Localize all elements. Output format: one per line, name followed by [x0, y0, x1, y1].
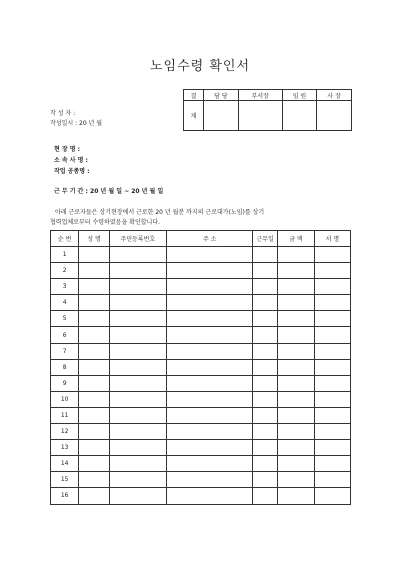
row-amount-cell[interactable] — [277, 327, 314, 343]
row-address-cell[interactable] — [166, 279, 252, 295]
row-work-days-cell[interactable] — [253, 440, 277, 456]
row-amount-cell[interactable] — [277, 343, 314, 359]
row-signature-cell[interactable] — [314, 440, 350, 456]
row-signature-cell[interactable] — [314, 424, 350, 440]
header-signature: 서 명 — [314, 231, 350, 247]
author-label: 작 성 자 : — [50, 110, 76, 117]
approval-side-label-bottom: 재 — [184, 101, 204, 131]
work-period-field: 근 무 기 간 : 20 년 월 일 ~ 20 년 월 일 — [54, 188, 164, 195]
row-amount-cell[interactable] — [277, 247, 314, 263]
row-name-cell[interactable] — [79, 311, 109, 327]
header-seq: 순 번 — [51, 231, 79, 247]
row-resident-id-cell[interactable] — [109, 424, 166, 440]
row-amount-cell[interactable] — [277, 263, 314, 279]
row-resident-id-cell[interactable] — [109, 375, 166, 391]
row-seq: 6 — [51, 327, 79, 343]
row-name-cell[interactable] — [79, 456, 109, 472]
row-name-cell[interactable] — [79, 488, 109, 504]
row-seq: 16 — [51, 488, 79, 504]
row-address-cell[interactable] — [166, 391, 252, 407]
row-name-cell[interactable] — [79, 263, 109, 279]
row-name-cell[interactable] — [79, 424, 109, 440]
row-amount-cell[interactable] — [277, 456, 314, 472]
row-resident-id-cell[interactable] — [109, 391, 166, 407]
row-work-days-cell[interactable] — [253, 327, 277, 343]
row-address-cell[interactable] — [166, 407, 252, 423]
row-name-cell[interactable] — [79, 440, 109, 456]
row-work-days-cell[interactable] — [253, 424, 277, 440]
row-seq: 15 — [51, 472, 79, 488]
row-signature-cell[interactable] — [314, 456, 350, 472]
approval-sign-manager[interactable] — [204, 101, 239, 131]
row-seq: 1 — [51, 247, 79, 263]
table-row — [51, 279, 351, 295]
row-address-cell[interactable] — [166, 359, 252, 375]
row-amount-cell[interactable] — [277, 407, 314, 423]
row-name-cell[interactable] — [79, 391, 109, 407]
table-row — [51, 407, 351, 423]
header-work-days: 근무일 — [253, 231, 277, 247]
row-work-days-cell[interactable] — [253, 247, 277, 263]
approval-col-president: 사 장 — [317, 90, 352, 101]
row-amount-cell[interactable] — [277, 391, 314, 407]
row-work-days-cell[interactable] — [253, 375, 277, 391]
row-address-cell[interactable] — [166, 247, 252, 263]
row-work-days-cell[interactable] — [253, 359, 277, 375]
approval-sign-president[interactable] — [317, 101, 352, 131]
row-name-cell[interactable] — [79, 343, 109, 359]
row-seq: 2 — [51, 263, 79, 279]
row-seq: 7 — [51, 343, 79, 359]
row-work-days-cell[interactable] — [253, 407, 277, 423]
row-work-days-cell[interactable] — [253, 472, 277, 488]
row-signature-cell[interactable] — [314, 488, 350, 504]
row-signature-cell[interactable] — [314, 391, 350, 407]
row-amount-cell[interactable] — [277, 440, 314, 456]
row-resident-id-cell[interactable] — [109, 327, 166, 343]
table-row — [51, 456, 351, 472]
row-amount-cell[interactable] — [277, 279, 314, 295]
company-name-field: 소 속 사 명 : — [54, 157, 88, 164]
row-signature-cell[interactable] — [314, 359, 350, 375]
row-name-cell[interactable] — [79, 295, 109, 311]
row-address-cell[interactable] — [166, 488, 252, 504]
row-work-days-cell[interactable] — [253, 391, 277, 407]
row-resident-id-cell[interactable] — [109, 359, 166, 375]
row-signature-cell[interactable] — [314, 263, 350, 279]
wage-receipt-table — [50, 230, 351, 505]
header-resident-id: 주민등록번호 — [109, 231, 166, 247]
approval-sign-dept-head[interactable] — [238, 101, 282, 131]
row-resident-id-cell[interactable] — [109, 247, 166, 263]
row-seq: 9 — [51, 375, 79, 391]
row-amount-cell[interactable] — [277, 488, 314, 504]
date-label: 작성일시 : 20 년 월 — [50, 120, 103, 127]
table-row — [51, 375, 351, 391]
row-name-cell[interactable] — [79, 375, 109, 391]
row-work-days-cell[interactable] — [253, 311, 277, 327]
row-resident-id-cell[interactable] — [109, 472, 166, 488]
row-signature-cell[interactable] — [314, 295, 350, 311]
row-address-cell[interactable] — [166, 424, 252, 440]
row-name-cell[interactable] — [79, 247, 109, 263]
table-row — [51, 440, 351, 456]
row-seq: 13 — [51, 440, 79, 456]
approval-col-manager: 담 당 — [204, 90, 239, 101]
approval-side-label-top: 결 — [184, 90, 204, 101]
row-work-days-cell[interactable] — [253, 279, 277, 295]
table-row — [51, 295, 351, 311]
row-resident-id-cell[interactable] — [109, 456, 166, 472]
row-resident-id-cell[interactable] — [109, 343, 166, 359]
table-row — [51, 488, 351, 504]
row-signature-cell[interactable] — [314, 343, 350, 359]
table-row — [51, 472, 351, 488]
row-signature-cell[interactable] — [314, 375, 350, 391]
row-amount-cell[interactable] — [277, 424, 314, 440]
row-seq: 4 — [51, 295, 79, 311]
row-address-cell[interactable] — [166, 263, 252, 279]
header-address: 주 소 — [166, 231, 252, 247]
table-row — [51, 247, 351, 263]
table-row — [51, 424, 351, 440]
table-row — [51, 327, 351, 343]
row-amount-cell[interactable] — [277, 295, 314, 311]
work-type-field: 작업 공종명 : — [54, 168, 90, 175]
row-work-days-cell[interactable] — [253, 343, 277, 359]
approval-col-executive: 임 원 — [282, 90, 317, 101]
table-row — [51, 343, 351, 359]
row-resident-id-cell[interactable] — [109, 440, 166, 456]
row-address-cell[interactable] — [166, 440, 252, 456]
row-resident-id-cell[interactable] — [109, 279, 166, 295]
table-row — [51, 391, 351, 407]
statement-line-1: 아래 근로자들은 상기현장에서 근로한 20 년 월분 까지의 근로대가(노임)를 상기 — [55, 209, 265, 216]
row-resident-id-cell[interactable] — [109, 407, 166, 423]
approval-box — [183, 89, 352, 131]
row-work-days-cell[interactable] — [253, 456, 277, 472]
row-seq: 10 — [51, 391, 79, 407]
row-resident-id-cell[interactable] — [109, 295, 166, 311]
row-seq: 11 — [51, 407, 79, 423]
row-address-cell[interactable] — [166, 343, 252, 359]
row-signature-cell[interactable] — [314, 279, 350, 295]
row-address-cell[interactable] — [166, 311, 252, 327]
row-name-cell[interactable] — [79, 279, 109, 295]
header-amount: 금 액 — [277, 231, 314, 247]
approval-col-dept-head: 부서장 — [238, 90, 282, 101]
row-name-cell[interactable] — [79, 359, 109, 375]
table-row — [51, 311, 351, 327]
row-seq: 3 — [51, 279, 79, 295]
row-amount-cell[interactable] — [277, 375, 314, 391]
row-work-days-cell[interactable] — [253, 263, 277, 279]
row-address-cell[interactable] — [166, 327, 252, 343]
table-row — [51, 263, 351, 279]
row-amount-cell[interactable] — [277, 311, 314, 327]
row-name-cell[interactable] — [79, 472, 109, 488]
row-address-cell[interactable] — [166, 472, 252, 488]
row-address-cell[interactable] — [166, 456, 252, 472]
statement-line-2: 협력업체로부터 수령하였음을 확인합니다. — [50, 219, 161, 226]
row-address-cell[interactable] — [166, 295, 252, 311]
row-work-days-cell[interactable] — [253, 295, 277, 311]
row-name-cell[interactable] — [79, 327, 109, 343]
row-signature-cell[interactable] — [314, 327, 350, 343]
row-seq: 8 — [51, 359, 79, 375]
row-name-cell[interactable] — [79, 407, 109, 423]
row-resident-id-cell[interactable] — [109, 488, 166, 504]
row-resident-id-cell[interactable] — [109, 263, 166, 279]
row-signature-cell[interactable] — [314, 247, 350, 263]
row-seq: 5 — [51, 311, 79, 327]
table-header-row — [51, 231, 351, 247]
row-amount-cell[interactable] — [277, 359, 314, 375]
row-resident-id-cell[interactable] — [109, 311, 166, 327]
row-seq: 14 — [51, 456, 79, 472]
table-row — [51, 359, 351, 375]
site-name-field: 현 장 명 : — [54, 146, 81, 153]
header-name: 성 명 — [79, 231, 109, 247]
row-signature-cell[interactable] — [314, 472, 350, 488]
row-signature-cell[interactable] — [314, 407, 350, 423]
row-seq: 12 — [51, 424, 79, 440]
row-signature-cell[interactable] — [314, 311, 350, 327]
row-address-cell[interactable] — [166, 375, 252, 391]
approval-sign-executive[interactable] — [282, 101, 317, 131]
row-work-days-cell[interactable] — [253, 488, 277, 504]
document-title: 노임수령 확인서 — [149, 59, 251, 74]
row-amount-cell[interactable] — [277, 472, 314, 488]
